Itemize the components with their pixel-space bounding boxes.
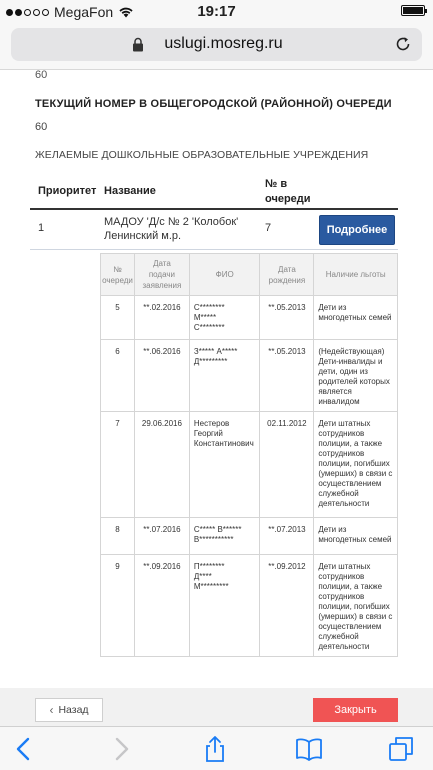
chevron-left-icon: ‹ [49, 703, 54, 717]
cell-fio: З***** А***** Д********* [189, 340, 260, 412]
back-button[interactable] [35, 698, 103, 722]
row-queue-no: 7 [265, 222, 272, 234]
header-birth-date: Дата рождения [260, 254, 314, 296]
previous-field-value: 60 [35, 70, 48, 81]
header-benefit: Наличие льготы [314, 254, 398, 296]
header-name: Название [104, 185, 156, 197]
cell-date: **.07.2016 [134, 518, 189, 555]
institutions-table [30, 173, 398, 250]
url-text: uslugi.mosreg.ru [164, 35, 283, 52]
cell-date: 29.06.2016 [134, 412, 189, 518]
cell-birth: **.05.2013 [260, 340, 314, 412]
queue-number-heading: ТЕКУЩИЙ НОМЕР В ОБЩЕГОРОДСКОЙ (РАЙОННОЙ) ОЧЕРЕДИ [35, 98, 392, 110]
page-action-bar [0, 688, 433, 726]
cell-date: **.09.2016 [134, 555, 189, 657]
cell-number: 6 [101, 340, 135, 412]
queue-table [100, 253, 398, 657]
cell-benefit: Дети штатных сотрудников полиции, а также сотрудников полиции, погибших (умерших) в связи с осуществлением служебной деятельности [314, 412, 398, 518]
header-queue-number: № очереди [101, 254, 135, 296]
share-icon[interactable] [201, 735, 229, 763]
browser-toolbar [0, 726, 433, 770]
browser-address-bar [0, 22, 433, 70]
cell-number: 8 [101, 518, 135, 555]
header-full-name: ФИО [189, 254, 260, 296]
reload-icon[interactable] [394, 35, 412, 53]
queue-number-value: 60 [35, 121, 48, 133]
row-name-line1: МАДОУ 'Д/с № 2 'Колобок' [104, 216, 239, 228]
cell-number: 7 [101, 412, 135, 518]
table-row [101, 555, 398, 657]
cell-birth: **.05.2013 [260, 296, 314, 340]
cell-fio: Нестеров Георгий Константинович [189, 412, 260, 518]
cell-birth: **.07.2013 [260, 518, 314, 555]
queue-table-header [101, 254, 398, 296]
table-row [101, 296, 398, 340]
status-bar [0, 0, 433, 22]
table-row [30, 210, 398, 250]
table-row [101, 412, 398, 518]
cell-benefit: (Недействующая) Дети-инвалиды и дети, один из родителей которых является инвалидом [314, 340, 398, 412]
details-button[interactable]: Подробнее [319, 215, 395, 245]
cell-birth: **.09.2012 [260, 555, 314, 657]
url-field[interactable] [11, 28, 422, 61]
cell-number: 9 [101, 555, 135, 657]
close-button[interactable]: Закрыть [313, 698, 398, 722]
back-button-label: Назад [58, 704, 89, 716]
battery-icon [401, 5, 425, 16]
clock: 19:17 [197, 3, 236, 20]
cell-number: 5 [101, 296, 135, 340]
carrier-name: MegaFon [54, 4, 114, 20]
bookmarks-icon[interactable] [295, 735, 323, 763]
tabs-icon[interactable] [387, 735, 415, 763]
cell-date: **.02.2016 [134, 296, 189, 340]
cell-birth: 02.11.2012 [260, 412, 314, 518]
cell-benefit: Дети из многодетных семей [314, 296, 398, 340]
institutions-heading: ЖЕЛАЕМЫЕ ДОШКОЛЬНЫЕ ОБРАЗОВАТЕЛЬНЫЕ УЧРЕЖДЕНИЯ [35, 149, 369, 161]
cell-benefit: Дети из многодетных семей [314, 518, 398, 555]
table-row [101, 340, 398, 412]
back-arrow-icon[interactable] [10, 735, 38, 763]
header-queue-no-line2: очереди [265, 193, 311, 205]
cell-fio: С***** В****** В*********** [189, 518, 260, 555]
row-name-line2: Ленинский м.р. [104, 230, 182, 242]
cell-fio: П******** Д**** М********* [189, 555, 260, 657]
page-content [0, 70, 433, 688]
cell-benefit: Дети штатных сотрудников полиции, а также сотрудников полиции, погибших (умерших) в связи с осуществлением служебной деятельности [314, 555, 398, 657]
table-row [101, 518, 398, 555]
institutions-table-header [30, 173, 398, 210]
forward-arrow-icon[interactable] [107, 735, 135, 763]
cell-fio: С******** М***** С******** [189, 296, 260, 340]
header-application-date: Дата подачи заявления [134, 254, 189, 296]
row-priority: 1 [38, 222, 45, 234]
header-priority: Приоритет [38, 185, 97, 197]
cell-date: **.06.2016 [134, 340, 189, 412]
header-queue-no-line1: № в [265, 178, 288, 190]
